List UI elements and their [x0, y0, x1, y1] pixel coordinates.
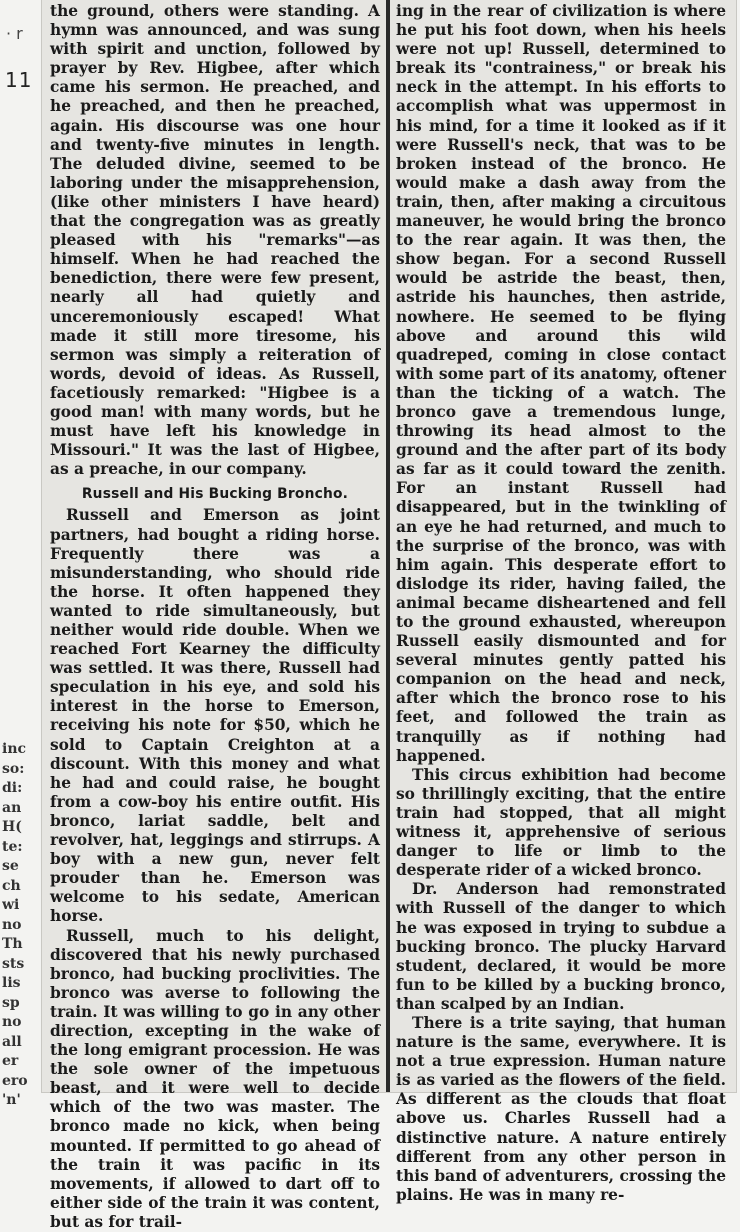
adjacent-fragment-line: te:	[2, 838, 40, 858]
adjacent-column-fragments	[2, 740, 40, 1111]
left-paragraph-1: the ground, others were standing. A hymn was announced, and was sung with spirit and unction, followed by prayer by Rev. Higbee, after which came his sermon. He preached, and he preached, and then he preached, again. His discourse was one hour and twenty-five minutes in length. The deluded divine, seemed to be laboring under the misapprehension, (like other ministers I have heard) that the congregation was as greatly pleased with his "remarks"—as himself. When he had reached the benediction, there were few present, nearly all had quietly and unceremoniously escaped! What made it still more tiresome, his sermon was simply a reiteration of words, devoid of ideas. As Russell, facetiously remarked: "Higbee is a good man! with many words, but he must have left his knowledge in Missouri." It was the last of Higbee, as a preache, in our company.	[50, 2, 380, 479]
adjacent-fragment-line: sts	[2, 955, 40, 975]
adjacent-fragment-line: so:	[2, 760, 40, 780]
left-paragraph-2: Russell and Emerson as joint partners, had bought a riding horse. Frequently there was a misunderstanding, who should ride the horse. It often happened they wanted to ride simultaneously, but neither would ride double. When we reached Fort Kearney the difficulty was settled. It was there, Russell had speculation in his eye, and sold his interest in the horse to Emerson, receiving his note for $50, which he sold to Captain Creighton at a discount. With this money and what he had and could raise, he bought from a cow-boy his entire outfit. His bronco, lariat saddle, belt and revolver, hat, leggings and stirrups. A boy with a new gun, never felt prouder than he. Emerson was welcome to his sedate, American horse.	[50, 506, 380, 926]
adjacent-fragment-line: an	[2, 799, 40, 819]
left-paragraph-3: Russell, much to his delight, discovered that his newly purchased bronco, had bucking proclivities. The bronco was averse to following the train. It was willing to go in any other direction, excepting in the wake of the long emigrant procession. He was the sole owner of the impetuous beast, and it were well to decide which of the two was master. The bronco made no kick, when being mounted. If permitted to go ahead of the train it was pacific in its movements, if allowed to dart off to either side of the train it was content, but as for trail-	[50, 927, 380, 1232]
adjacent-fragment-line: no	[2, 1013, 40, 1033]
right-paragraph-2: This circus exhibition had become so thrillingly exciting, that the entire train had stopped, that all might witness it, apprehensive of serious danger to life or limb to the desperate rider of a wicked bronco.	[396, 766, 726, 881]
column-divider	[386, 0, 390, 1092]
right-column	[396, 2, 726, 1205]
right-paragraph-3: Dr. Anderson had remonstrated with Russell of the danger to which he was exposed in trying to subdue a bucking bronco. The plucky Harvard student, declared, it would be more fun to be killed by a bucking bronco, than scalped by an Indian.	[396, 880, 726, 1014]
adjacent-fragment-line: inc	[2, 740, 40, 760]
adjacent-fragment-line: se	[2, 857, 40, 877]
adjacent-fragment-line: 'n'	[2, 1091, 40, 1111]
right-paragraph-1: ing in the rear of civilization is where he put his foot down, when his heels were not up! Russell, determined to break its "contrainess," or break his neck in the attempt. In his efforts to accomplish what was uppermost in his mind, for a time it looked as if it were Russell's neck, that was to be broken instead of the bronco. He would make a dash away from the train, then, after making a circuitous maneuver, he would bring the bronco to the rear again. It was then, the show began. For a second Russell would be astride the beast, then, astride his haunches, then astride, nowhere. He seemed to be flying above and around this wild quadreped, coming in close contact with some part of its anatomy, oftener than the ticking of a watch. The bronco gave a tremendous lunge, throwing its head almost to the ground and the after part of its body as far as it could toward the zenith. For an instant Russell had disappeared, but in the twinkling of an eye he had returned, and much to the surprise of the bronco, was with him again. This desperate effort to dislodge its rider, having failed, the animal became disheartened and fell to the ground exhausted, whereupon Russell easily dismounted and for several minutes gently patted his companion on the head and neck, after which the bronco rose to his feet, and followed the train as tranquilly as if nothing had happened.	[396, 2, 726, 766]
adjacent-fragment-line: ero	[2, 1072, 40, 1092]
adjacent-fragment-line: sp	[2, 994, 40, 1014]
section-heading: Russell and His Bucking Broncho.	[50, 485, 380, 504]
right-paragraph-4: There is a trite saying, that human nature is the same, everywhere. It is not a true expression. Human nature is as varied as the flowers of the field. As different as the clouds that float above us. Charles Russell had a distinctive nature. A nature entirely different from any other person in this band of adventurers, crossing the plains. He was in many re-	[396, 1014, 726, 1205]
adjacent-fragment-line: no	[2, 916, 40, 936]
page-number: 11	[5, 68, 32, 92]
corner-mark: · r	[6, 24, 23, 43]
left-column	[50, 2, 380, 1232]
adjacent-fragment-line: lis	[2, 974, 40, 994]
adjacent-fragment-line: wi	[2, 896, 40, 916]
adjacent-fragment-line: ch	[2, 877, 40, 897]
adjacent-fragment-line: di:	[2, 779, 40, 799]
adjacent-fragment-line: H(	[2, 818, 40, 838]
adjacent-fragment-line: all	[2, 1033, 40, 1053]
adjacent-fragment-line: er	[2, 1052, 40, 1072]
adjacent-fragment-line: Th	[2, 935, 40, 955]
